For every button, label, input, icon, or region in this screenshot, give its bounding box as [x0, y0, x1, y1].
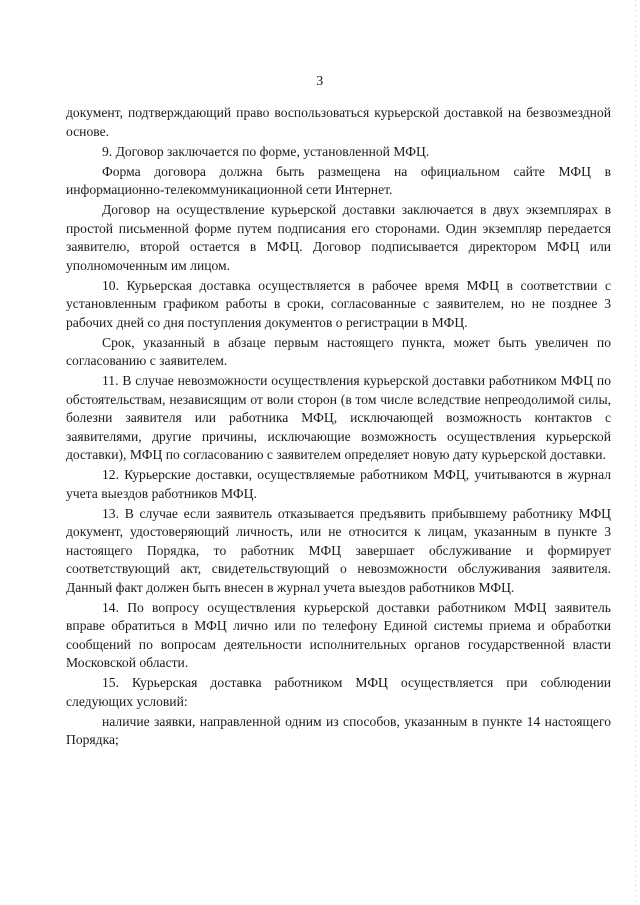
paragraph-item-14: 14. По вопросу осуществления курьерской доставки работником МФЦ заявитель вправе обратиться в МФЦ лично или по телефону Единой системы приема и обработки сообщений по вопросам деятельности исполнительных органов государственной власти Московской области. [66, 599, 611, 670]
paragraph-contract-copies: Договор на осуществление курьерской доставки заключается в двух экземплярах в простой письменной форме путем подписания его сторонами. Один экземпляр передается заявителю, второй остается в МФЦ. Договор подписывается директором МФЦ или уполномоченным им лицом. [66, 202, 611, 273]
paragraph-term-extension: Срок, указанный в абзаце первым настоящего пункта, может быть увеличен по согласованию с заявителем. [66, 334, 611, 368]
paragraph-condition: наличие заявки, направленной одним из способов, указанным в пункте 14 настоящего Порядка; [66, 713, 611, 747]
paragraph-item-12: 12. Курьерские доставки, осуществляемые работником МФЦ, учитываются в журнал учета выездов работников МФЦ. [66, 467, 611, 501]
page-number: 3 [316, 74, 324, 89]
paragraph-item-13: 13. В случае если заявитель отказывается предъявить прибывшему работнику МФЦ документ, удостоверяющий личность, или не относится к лицам, указанным в пункте 3 настоящего Порядка, то работник МФЦ завершает обслуживание и формирует соответствующий акт, свидетельствующий о невозможности обслуживания заявителя. Данный факт должен быть внесен в журнал учета выездов работников МФЦ. [66, 505, 611, 595]
document-body [66, 104, 611, 751]
paragraph-item-15: 15. Курьерская доставка работником МФЦ осуществляется при соблюдении следующих условий: [66, 675, 611, 709]
paragraph-continuation: документ, подтверждающий право воспользоваться курьерской доставкой на безвозмездной основе. [66, 105, 611, 139]
paragraph-item-11: 11. В случае невозможности осуществления курьерской доставки работником МФЦ по обстоятельствам, независящим от воли сторон (в том числе вследствие непреодолимой силы, болезни заявителя или работника МФЦ, исключающей возможность контактов с заявителями, другие причины, исключающие возможность осуществления курьерской доставки), МФЦ по согласованию с заявителем определяет новую дату курьерской доставки. [66, 373, 611, 462]
scan-edge-decoration [635, 0, 636, 905]
paragraph-contract-form: Форма договора должна быть размещена на официальном сайте МФЦ в информационно-телекоммуникационной сети Интернет. [66, 163, 611, 197]
paragraph-item-10: 10. Курьерская доставка осуществляется в рабочее время МФЦ в соответствии с установленным графиком работы в сроки, согласованные с заявителем, но не позднее 3 рабочих дней со дня поступления документов о регистрации в МФЦ. [66, 277, 611, 330]
paragraph-item-9: 9. Договор заключается по форме, установленной МФЦ. [102, 143, 430, 159]
